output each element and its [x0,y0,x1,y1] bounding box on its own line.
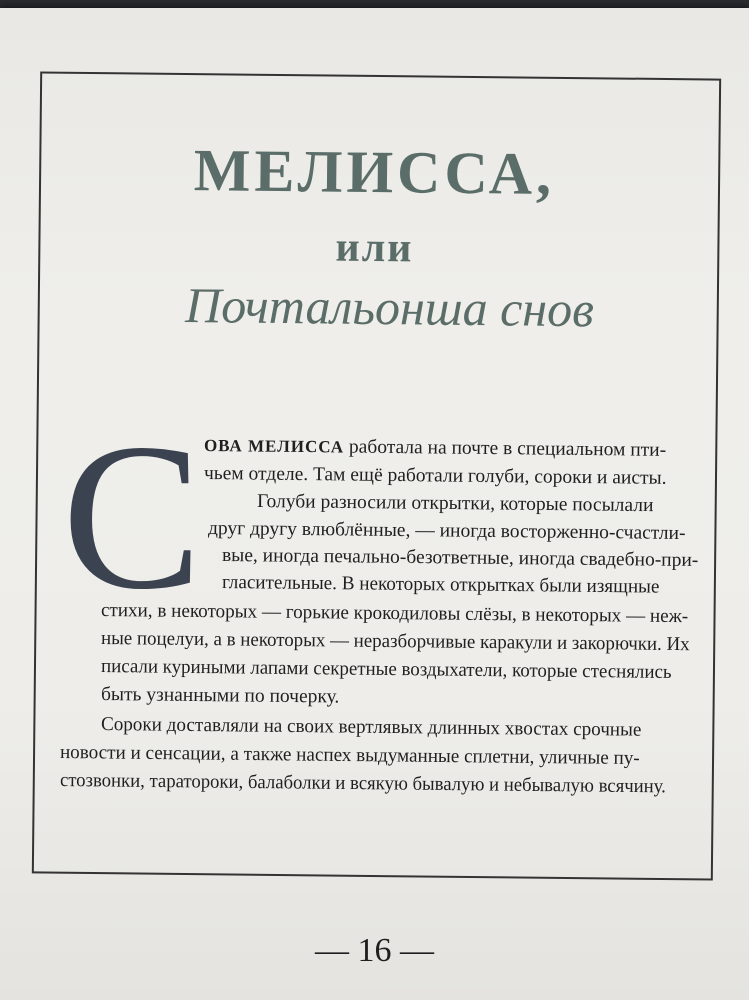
page-number: — 16 — [315,932,434,969]
body-line-1-text: работала на почте в специальном пти- [348,436,667,461]
body-line-4: друг другу влюблённые, — иногда восторженно-счастли- [207,518,686,545]
body-line-5: вые, иногда печально-безответные, иногда свадебно-при- [221,545,699,571]
chapter-title: МЕЛИССА, [193,137,556,207]
body-line-3: Голуби разносили открытки, которые посылали [256,491,654,517]
chapter-subtitle: Почтальонша снов [184,277,595,338]
book-page [0,8,749,1000]
lead-small-caps: ОВА МЕЛИССА [203,436,345,457]
drop-cap-letter: С [62,401,203,633]
body-line-6: гласительные. В некоторых открытках были изящные [221,572,660,598]
body-line-11: Сороки доставляли на своих вертлявых длинных хвостах срочные [100,714,642,741]
body-line-7: стихи, в некоторых — горькие крокодиловы слёзы, в некоторых — неж- [100,600,689,628]
body-line-13: стозвонки, таратороки, балаболки и всякую бывалую и небывалую всячину. [59,770,667,798]
body-line-10: быть узнанными по почерку. [100,684,340,708]
body-line-9: писали куриными лапами секретные воздыхатели, которые стеснялись [100,656,672,683]
chapter-conjunction: или [335,224,414,272]
body-line-8: ные поцелуи, а в некоторых — неразборчивые каракули и закорючки. Их [100,628,690,656]
body-line-2: чьем отделе. Там ещё работали голуби, сороки и аисты. [203,463,667,489]
body-line-12: новости и сенсации, а также наспех выдуманные сплетни, уличные пу- [59,742,640,770]
